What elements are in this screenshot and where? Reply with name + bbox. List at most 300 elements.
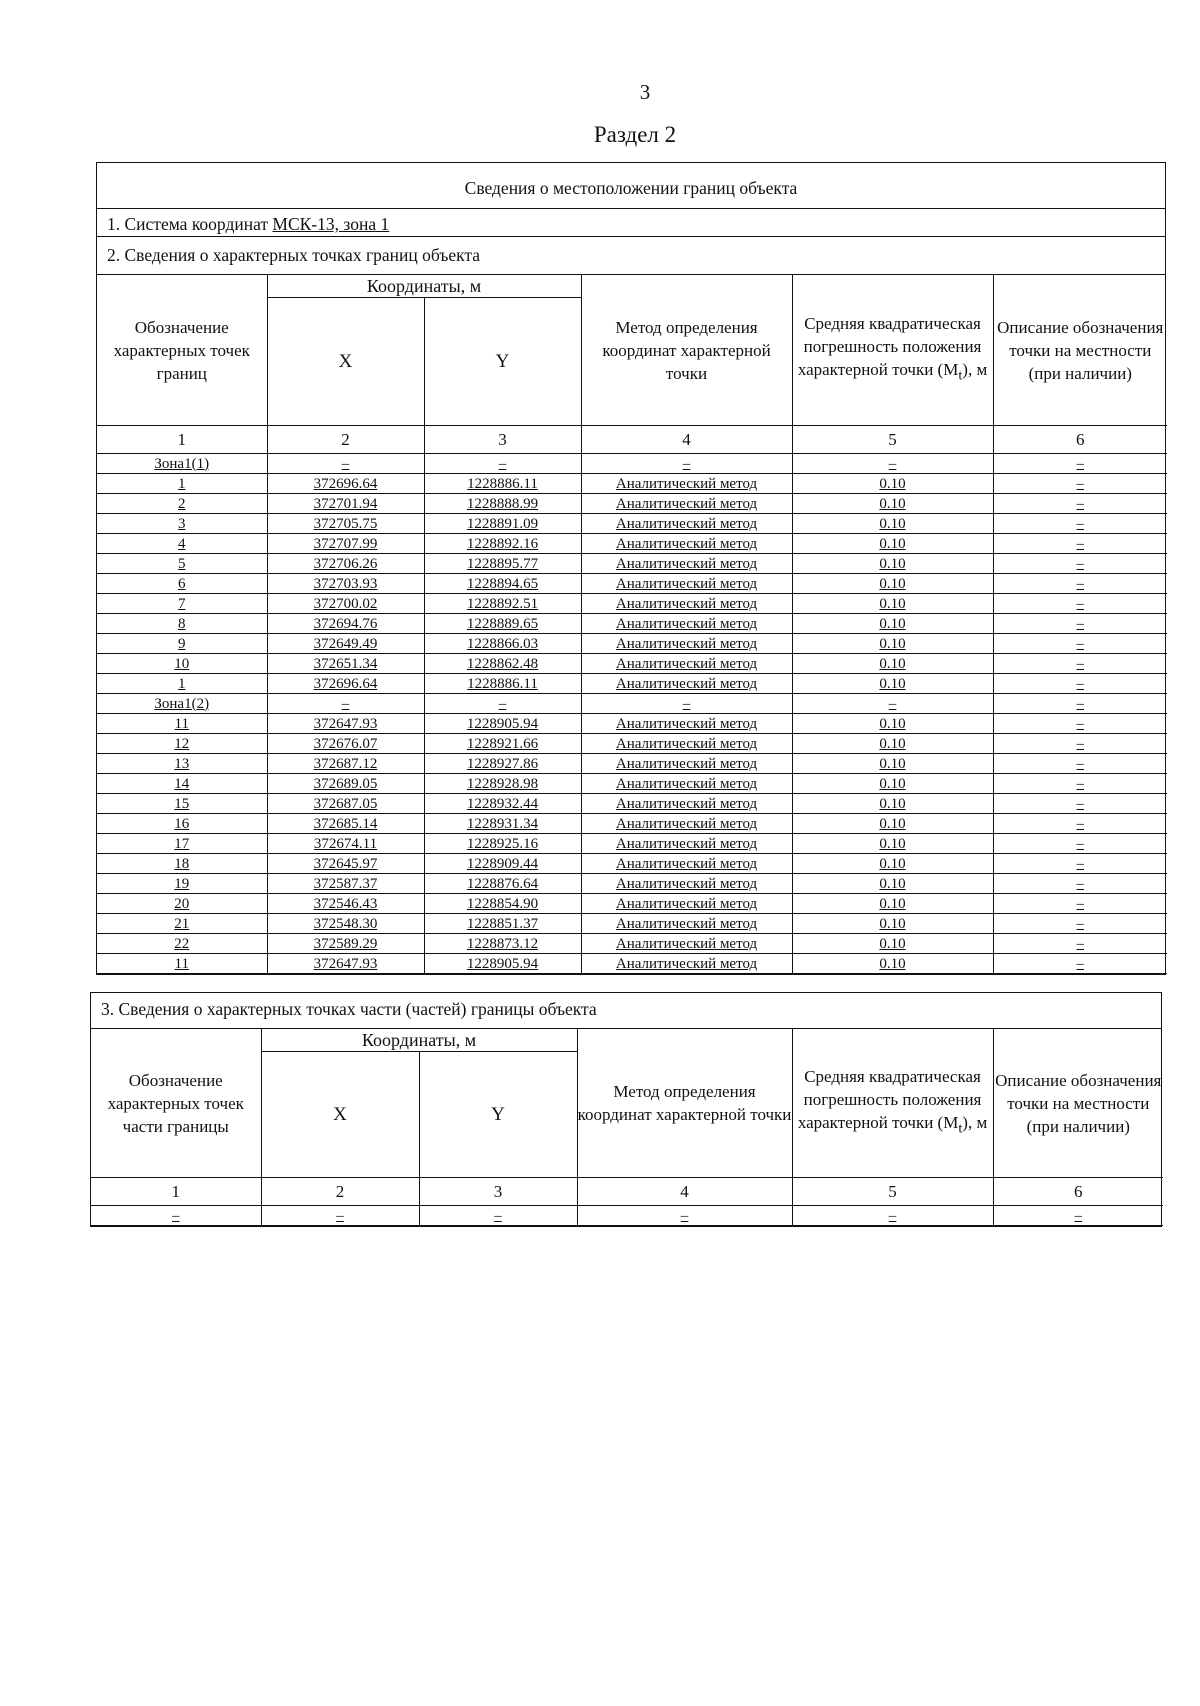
x-coordinate-cell: [267, 454, 424, 474]
method-cell: [581, 654, 792, 674]
description-cell: [993, 794, 1167, 814]
error-cell: [792, 674, 993, 694]
header-point-designation: Обозначение характерных точек границ: [97, 275, 267, 426]
point-id-cell: [97, 614, 267, 634]
cell-text: –: [1076, 895, 1085, 912]
x-coordinate-cell: [267, 794, 424, 814]
cell-text: 2: [178, 495, 186, 512]
point-id-cell: [97, 554, 267, 574]
header-error-unit: ), м: [962, 1113, 988, 1133]
point-id-cell: [97, 734, 267, 754]
description-cell: [993, 1206, 1163, 1226]
cell-text: 1228925.16: [466, 835, 539, 852]
y-coordinate-cell: [424, 494, 581, 514]
table-row: [97, 694, 1167, 714]
method-cell: [581, 454, 792, 474]
cell-text: Аналитический метод: [615, 655, 758, 672]
cell-text: 1228888.99: [466, 495, 539, 512]
cell-text: 1228886.11: [467, 675, 538, 692]
boundary-part-section: [90, 992, 1162, 1227]
error-cell: [792, 614, 993, 634]
cell-text: –: [341, 455, 350, 472]
cell-text: 372649.49: [313, 635, 378, 652]
error-cell: [792, 814, 993, 834]
cell-text: –: [680, 1207, 689, 1224]
cell-text: 3: [178, 515, 186, 532]
method-cell: [581, 694, 792, 714]
error-cell: [792, 494, 993, 514]
y-coordinate-cell: [424, 854, 581, 874]
cell-text: Аналитический метод: [615, 755, 758, 772]
description-cell: [993, 774, 1167, 794]
description-cell: [993, 634, 1167, 654]
cell-text: –: [1076, 675, 1085, 692]
cell-text: Аналитический метод: [615, 815, 758, 832]
cell-text: –: [1076, 955, 1085, 972]
x-coordinate-cell: [267, 494, 424, 514]
header-y: Y: [419, 1052, 577, 1178]
cell-text: –: [888, 695, 897, 712]
point-id-cell: [97, 894, 267, 914]
cell-text: Аналитический метод: [615, 635, 758, 652]
cell-text: 372589.29: [313, 935, 378, 952]
cell-text: 1: [178, 675, 186, 692]
point-id-cell: [97, 854, 267, 874]
y-coordinate-cell: [419, 1206, 577, 1226]
cell-text: 0.10: [879, 935, 906, 952]
error-cell: [792, 474, 993, 494]
header-error-text: Средняя квадратическая погрешность положения характерной точки (M: [797, 1067, 982, 1133]
point-id-cell: [97, 594, 267, 614]
cell-text: 1228927.86: [466, 755, 539, 772]
cell-text: –: [1076, 455, 1085, 472]
error-cell: [792, 894, 993, 914]
cell-text: Аналитический метод: [615, 915, 758, 932]
cell-text: –: [1076, 655, 1085, 672]
cell-text: –: [1076, 575, 1085, 592]
cell-text: 0.10: [879, 535, 906, 552]
cell-text: 17: [174, 835, 190, 852]
coord-system-line: [97, 209, 1165, 237]
header-x: X: [267, 298, 424, 426]
column-number: 2: [261, 1178, 419, 1206]
cell-text: 372651.34: [313, 655, 378, 672]
y-coordinate-cell: [424, 474, 581, 494]
cell-text: 372647.93: [313, 715, 378, 732]
y-coordinate-cell: [424, 574, 581, 594]
x-coordinate-cell: [261, 1206, 419, 1226]
cell-text: –: [172, 1207, 180, 1224]
header-x: X: [261, 1052, 419, 1178]
point-id-cell: [97, 774, 267, 794]
cell-text: 0.10: [879, 715, 906, 732]
error-cell: [792, 714, 993, 734]
x-coordinate-cell: [267, 834, 424, 854]
cell-text: –: [341, 695, 350, 712]
y-coordinate-cell: [424, 534, 581, 554]
method-cell: [581, 854, 792, 874]
description-cell: [993, 934, 1167, 954]
cell-text: Аналитический метод: [615, 715, 758, 732]
error-cell: [792, 754, 993, 774]
table-row: [97, 654, 1167, 674]
cell-text: 19: [174, 875, 190, 892]
cell-text: 0.10: [879, 835, 906, 852]
cell-text: 0.10: [879, 615, 906, 632]
cell-text: 1228905.94: [466, 715, 539, 732]
coord-system-value: МСК-13, зона 1: [272, 214, 390, 234]
table-row: [97, 914, 1167, 934]
cell-text: 5: [178, 555, 186, 572]
point-id-cell: [97, 814, 267, 834]
y-coordinate-cell: [424, 774, 581, 794]
cell-text: 0.10: [879, 955, 906, 972]
cell-text: 21: [174, 915, 190, 932]
description-cell: [993, 834, 1167, 854]
x-coordinate-cell: [267, 714, 424, 734]
cell-text: 1228866.03: [466, 635, 539, 652]
point-id-cell: [97, 934, 267, 954]
cell-text: –: [1076, 775, 1085, 792]
point-id-cell: [97, 794, 267, 814]
cell-text: 10: [174, 655, 190, 672]
cell-text: –: [1076, 835, 1085, 852]
method-cell: [581, 514, 792, 534]
cell-text: 1228873.12: [466, 935, 539, 952]
cell-text: 0.10: [879, 475, 906, 492]
description-cell: [993, 874, 1167, 894]
description-cell: [993, 454, 1167, 474]
cell-text: 1228889.65: [466, 615, 539, 632]
cell-text: 372689.05: [313, 775, 378, 792]
cell-text: 1228862.48: [466, 655, 539, 672]
table-row: [97, 614, 1167, 634]
x-coordinate-cell: [267, 774, 424, 794]
cell-text: Аналитический метод: [615, 495, 758, 512]
cell-text: –: [1076, 755, 1085, 772]
description-cell: [993, 554, 1167, 574]
cell-text: Аналитический метод: [615, 895, 758, 912]
cell-text: –: [1076, 935, 1085, 952]
table-row: [97, 514, 1167, 534]
table-row: [97, 674, 1167, 694]
method-cell: [581, 934, 792, 954]
column-number: 2: [267, 426, 424, 454]
cell-text: 14: [174, 775, 190, 792]
method-cell: [581, 774, 792, 794]
y-coordinate-cell: [424, 654, 581, 674]
subsection3-title: 3. Сведения о характерных точках части (частей) границы объекта: [91, 993, 1161, 1029]
y-coordinate-cell: [424, 674, 581, 694]
boundary-points-body: [97, 454, 1167, 974]
cell-text: 0.10: [879, 795, 906, 812]
cell-text: 372548.30: [313, 915, 378, 932]
boundary-part-body: [91, 1206, 1163, 1226]
cell-text: –: [1076, 595, 1085, 612]
table-row: [97, 494, 1167, 514]
cell-text: –: [682, 455, 691, 472]
x-coordinate-cell: [267, 874, 424, 894]
boundary-points-table: [97, 275, 1167, 974]
method-cell: [581, 634, 792, 654]
error-cell: [792, 514, 993, 534]
point-id-cell: [97, 694, 267, 714]
cell-text: 1228905.94: [466, 955, 539, 972]
description-cell: [993, 954, 1167, 974]
header-coordinates: Координаты, м: [267, 275, 581, 298]
cell-text: Аналитический метод: [615, 955, 758, 972]
header-coordinates: Координаты, м: [261, 1029, 577, 1052]
cell-text: –: [1076, 515, 1085, 532]
point-id-cell: [97, 494, 267, 514]
cell-text: 1228895.77: [466, 555, 539, 572]
method-cell: [581, 914, 792, 934]
cell-text: 1228921.66: [466, 735, 539, 752]
x-coordinate-cell: [267, 914, 424, 934]
cell-text: 1: [178, 475, 186, 492]
x-coordinate-cell: [267, 574, 424, 594]
point-id-cell: [97, 674, 267, 694]
cell-text: 1228928.98: [466, 775, 539, 792]
cell-text: Аналитический метод: [615, 795, 758, 812]
cell-text: Аналитический метод: [615, 555, 758, 572]
y-coordinate-cell: [424, 814, 581, 834]
method-cell: [577, 1206, 792, 1226]
section-title: Раздел 2: [593, 122, 677, 147]
y-coordinate-cell: [424, 914, 581, 934]
column-number: 5: [792, 426, 993, 454]
column-number: 3: [419, 1178, 577, 1206]
header-error-sub: t: [958, 1120, 963, 1137]
error-cell: [792, 594, 993, 614]
method-cell: [581, 874, 792, 894]
error-cell: [792, 794, 993, 814]
cell-text: 372676.07: [313, 735, 378, 752]
header-error: [792, 275, 993, 426]
table-row: [97, 534, 1167, 554]
column-number: 4: [577, 1178, 792, 1206]
cell-text: 372705.75: [313, 515, 378, 532]
cell-text: 9: [178, 635, 186, 652]
cell-text: –: [1076, 735, 1085, 752]
method-cell: [581, 674, 792, 694]
cell-text: –: [498, 455, 507, 472]
cell-text: 372687.12: [313, 755, 378, 772]
cell-text: Аналитический метод: [615, 535, 758, 552]
error-cell: [792, 534, 993, 554]
cell-text: 1228886.11: [467, 475, 538, 492]
cell-text: 1228894.65: [466, 575, 539, 592]
cell-text: 12: [174, 735, 190, 752]
header-error-unit: ), м: [962, 360, 988, 380]
cell-text: –: [682, 695, 691, 712]
x-coordinate-cell: [267, 514, 424, 534]
x-coordinate-cell: [267, 634, 424, 654]
point-id-cell: [97, 474, 267, 494]
y-coordinate-cell: [424, 634, 581, 654]
cell-text: Аналитический метод: [615, 735, 758, 752]
method-cell: [581, 594, 792, 614]
table-row: [97, 834, 1167, 854]
cell-text: 1228854.90: [466, 895, 539, 912]
y-coordinate-cell: [424, 934, 581, 954]
cell-text: 0.10: [879, 915, 906, 932]
cell-text: Аналитический метод: [615, 515, 758, 532]
table-row: [97, 554, 1167, 574]
table-row: [97, 934, 1167, 954]
method-cell: [581, 954, 792, 974]
cell-text: 0.10: [879, 755, 906, 772]
y-coordinate-cell: [424, 954, 581, 974]
point-id-cell: [97, 574, 267, 594]
error-cell: [792, 774, 993, 794]
cell-text: –: [1076, 635, 1085, 652]
x-coordinate-cell: [267, 894, 424, 914]
error-cell: [792, 574, 993, 594]
error-cell: [792, 634, 993, 654]
cell-text: –: [1076, 475, 1085, 492]
cell-text: 1228851.37: [466, 915, 539, 932]
method-cell: [581, 494, 792, 514]
cell-text: 0.10: [879, 815, 906, 832]
method-cell: [581, 554, 792, 574]
description-cell: [993, 854, 1167, 874]
y-coordinate-cell: [424, 734, 581, 754]
description-cell: [993, 754, 1167, 774]
cell-text: 372687.05: [313, 795, 378, 812]
x-coordinate-cell: [267, 554, 424, 574]
cell-text: 0.10: [879, 675, 906, 692]
cell-text: –: [498, 695, 507, 712]
point-id-cell: [97, 874, 267, 894]
y-coordinate-cell: [424, 454, 581, 474]
description-cell: [993, 694, 1167, 714]
method-cell: [581, 734, 792, 754]
table-row: [97, 734, 1167, 754]
cell-text: –: [494, 1207, 502, 1224]
cell-text: Аналитический метод: [615, 595, 758, 612]
error-cell: [792, 734, 993, 754]
cell-text: 20: [174, 895, 190, 912]
cell-text: 1228876.64: [466, 875, 539, 892]
page-number: 3: [639, 80, 651, 104]
cell-text: 1228931.34: [466, 815, 539, 832]
table-row: [97, 774, 1167, 794]
table-row: [97, 894, 1167, 914]
column-number: 1: [91, 1178, 261, 1206]
header-y: Y: [424, 298, 581, 426]
cell-text: 372696.64: [313, 475, 378, 492]
cell-text: Аналитический метод: [615, 475, 758, 492]
method-cell: [581, 614, 792, 634]
cell-text: –: [1076, 855, 1085, 872]
error-cell: [792, 454, 993, 474]
cell-text: 372645.97: [313, 855, 378, 872]
x-coordinate-cell: [267, 654, 424, 674]
x-coordinate-cell: [267, 734, 424, 754]
description-cell: [993, 574, 1167, 594]
x-coordinate-cell: [267, 534, 424, 554]
method-cell: [581, 534, 792, 554]
point-id-cell: [97, 634, 267, 654]
x-coordinate-cell: [267, 474, 424, 494]
cell-text: 1228891.09: [466, 515, 539, 532]
y-coordinate-cell: [424, 514, 581, 534]
cell-text: 0.10: [879, 655, 906, 672]
cell-text: –: [1076, 495, 1085, 512]
method-cell: [581, 754, 792, 774]
y-coordinate-cell: [424, 714, 581, 734]
description-cell: [993, 734, 1167, 754]
error-cell: [792, 1206, 993, 1226]
method-cell: [581, 894, 792, 914]
cell-text: 11: [174, 715, 189, 732]
cell-text: 18: [174, 855, 190, 872]
table-row: [97, 594, 1167, 614]
description-cell: [993, 514, 1167, 534]
column-number: 4: [581, 426, 792, 454]
cell-text: 0.10: [879, 555, 906, 572]
cell-text: 372707.99: [313, 535, 378, 552]
header-description: Описание обозначения точки на местности (при наличии): [993, 1029, 1163, 1178]
point-id-cell: [97, 834, 267, 854]
cell-text: 22: [174, 935, 190, 952]
x-coordinate-cell: [267, 954, 424, 974]
header-error-text: Средняя квадратическая погрешность положения характерной точки (M: [797, 314, 982, 380]
header-method: Метод определения координат характерной точки: [581, 275, 792, 426]
table-row: [91, 1206, 1163, 1226]
point-id-cell: [97, 954, 267, 974]
cell-text: Аналитический метод: [615, 835, 758, 852]
header-point-designation: Обозначение характерных точек части границы: [91, 1029, 261, 1178]
x-coordinate-cell: [267, 694, 424, 714]
cell-text: 15: [174, 795, 190, 812]
cell-text: 1228909.44: [466, 855, 539, 872]
cell-text: 372674.11: [313, 835, 378, 852]
y-coordinate-cell: [424, 754, 581, 774]
cell-text: 0.10: [879, 875, 906, 892]
y-coordinate-cell: [424, 554, 581, 574]
cell-text: 0.10: [879, 635, 906, 652]
cell-text: 372706.26: [313, 555, 378, 572]
main-heading: Сведения о местоположении границ объекта: [97, 163, 1165, 209]
cell-text: Аналитический метод: [615, 615, 758, 632]
cell-text: 11: [174, 955, 189, 972]
y-coordinate-cell: [424, 794, 581, 814]
y-coordinate-cell: [424, 894, 581, 914]
cell-text: Аналитический метод: [615, 675, 758, 692]
description-cell: [993, 894, 1167, 914]
description-cell: [993, 614, 1167, 634]
cell-text: 7: [178, 595, 186, 612]
column-number-row: [91, 1178, 1163, 1206]
point-id-cell: [97, 714, 267, 734]
error-cell: [792, 934, 993, 954]
y-coordinate-cell: [424, 834, 581, 854]
table-row: [97, 814, 1167, 834]
header-error: [792, 1029, 993, 1178]
method-cell: [581, 714, 792, 734]
point-id-cell: [97, 654, 267, 674]
cell-text: –: [1076, 715, 1085, 732]
table-row: [97, 874, 1167, 894]
column-number: 6: [993, 1178, 1163, 1206]
cell-text: –: [1076, 915, 1085, 932]
description-cell: [993, 654, 1167, 674]
cell-text: –: [888, 455, 897, 472]
y-coordinate-cell: [424, 594, 581, 614]
table-row: [97, 754, 1167, 774]
